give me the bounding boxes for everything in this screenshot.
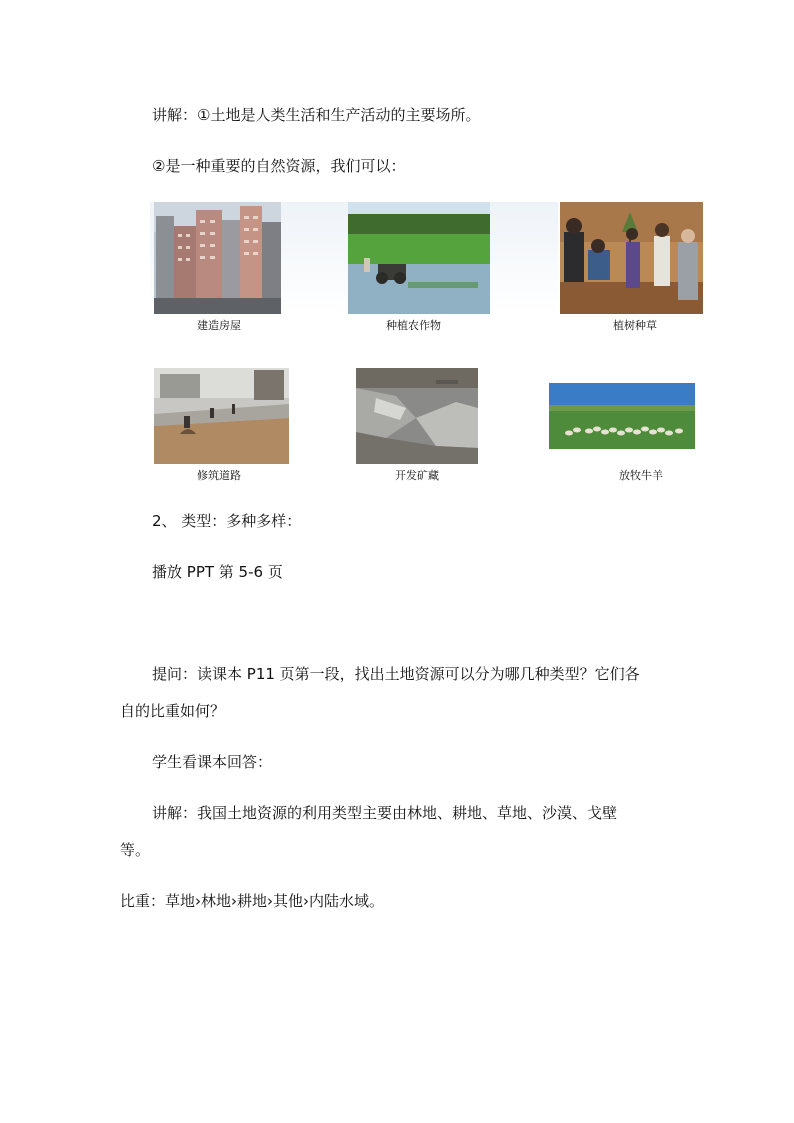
grazing-photo bbox=[549, 383, 695, 449]
tree-planting-photo bbox=[560, 202, 703, 314]
caption-plant-crops: 种植农作物 bbox=[386, 319, 441, 332]
quarry-photo bbox=[356, 368, 478, 464]
buildings-photo bbox=[154, 202, 281, 314]
caption-build-houses: 建造房屋 bbox=[197, 319, 241, 332]
caption-develop-mines: 开发矿藏 bbox=[395, 469, 439, 482]
play-ppt-note: 播放 PPT 第 5-6 页 bbox=[152, 563, 283, 581]
caption-build-roads: 修筑道路 bbox=[197, 469, 241, 482]
caption-plant-trees: 植树种草 bbox=[613, 319, 657, 332]
proportion-line: 比重：草地›林地›耕地›其他›内陆水域。 bbox=[120, 892, 384, 910]
students-answer: 学生看课本回答： bbox=[152, 753, 273, 771]
section-2-heading: 2、 类型：多种多样： bbox=[152, 512, 302, 530]
explain-paragraph-2: ②是一种重要的自然资源，我们可以： bbox=[152, 157, 406, 175]
question-line-1: 提问：读课本 P11 页第一段，找出土地资源可以分为哪几种类型？它们各 bbox=[152, 665, 640, 683]
paddy-field-photo bbox=[348, 202, 490, 314]
road-building-photo bbox=[154, 368, 289, 464]
question-line-2: 自的比重如何？ bbox=[120, 702, 226, 720]
explain-paragraph-3-line-1: 讲解：我国土地资源的利用类型主要由林地、耕地、草地、沙漠、戈壁 bbox=[152, 804, 618, 822]
explain-paragraph-3-line-2: 等。 bbox=[120, 841, 151, 859]
explain-paragraph-1: 讲解：①土地是人类生活和生产活动的主要场所。 bbox=[152, 106, 481, 124]
caption-graze-livestock: 放牧牛羊 bbox=[619, 469, 663, 482]
